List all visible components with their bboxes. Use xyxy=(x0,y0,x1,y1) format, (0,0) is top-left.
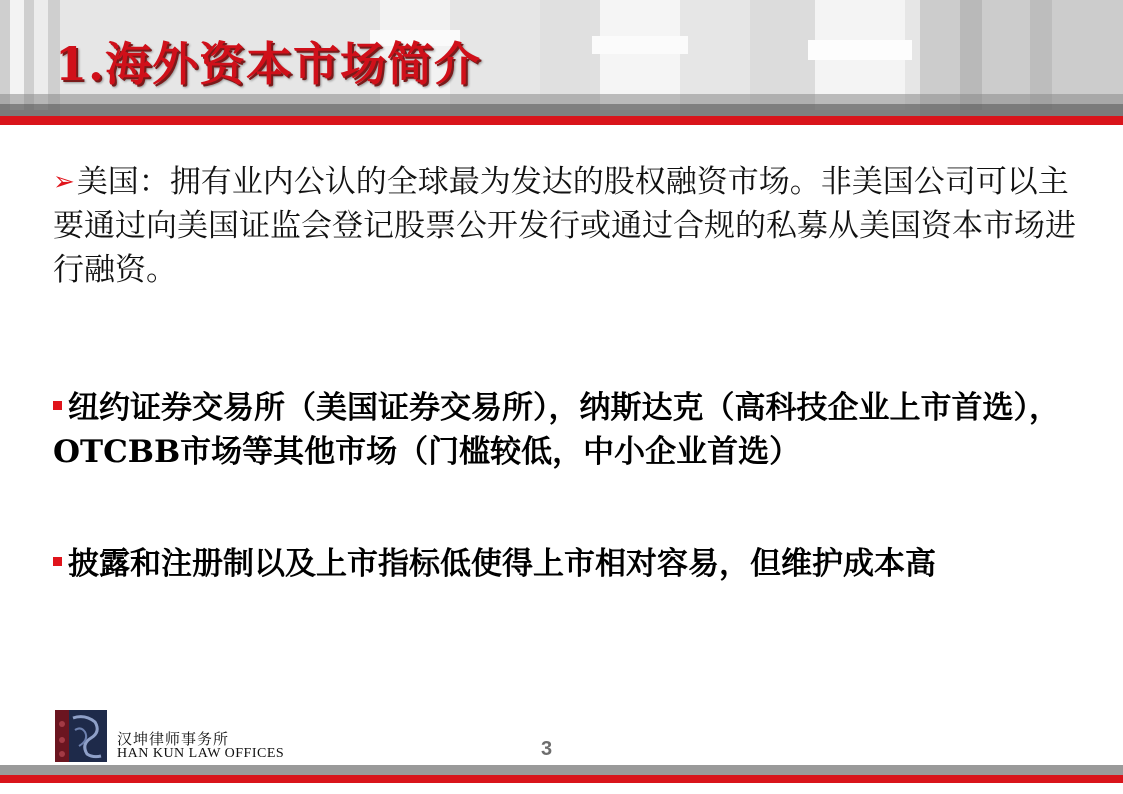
bullet-us-market xyxy=(53,160,1093,292)
arrow-bullet-icon: ➢ xyxy=(53,167,75,197)
bullet-disclosure xyxy=(53,542,1093,586)
bullet-disclosure-text: 披露和注册制以及上市指标低使得上市相对容易，但维护成本高 xyxy=(68,546,936,582)
han-kun-logo-icon xyxy=(55,710,107,762)
bullet-exchanges xyxy=(53,386,1093,474)
firm-name-english: HAN KUN LAW OFFICES xyxy=(117,746,285,761)
square-bullet-icon xyxy=(53,401,62,410)
slide-title: 1.海外资本市场简介 xyxy=(55,37,482,91)
firm-name-chinese: 汉坤律师事务所 xyxy=(117,730,230,748)
footer-grey-rule xyxy=(0,765,1123,775)
square-bullet-icon xyxy=(53,557,62,566)
footer-red-rule xyxy=(0,775,1123,783)
bullet-exchanges-text: 纽约证券交易所（美国证券交易所），纳斯达克（高科技企业上市首选），OTCBB市场等其他市场（门槛较低，中小企业首选） xyxy=(53,390,1060,470)
header-red-rule xyxy=(0,116,1123,125)
bullet-us-market-text: 美国：拥有业内公认的全球最为发达的股权融资市场。非美国公司可以主要通过向美国证监会登记股票公开发行或通过合规的私募从美国资本市场进行融资。 xyxy=(53,164,1076,288)
page-number: 3 xyxy=(541,738,553,760)
